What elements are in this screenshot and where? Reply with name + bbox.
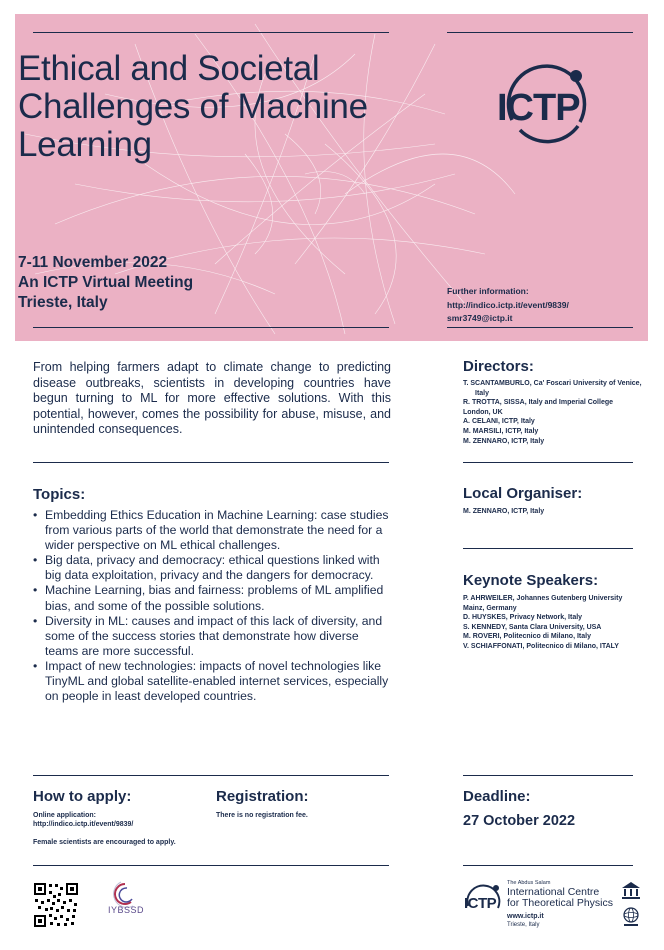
- local-organiser-heading: Local Organiser:: [463, 485, 583, 502]
- section-divider: [463, 775, 633, 776]
- topic-item: • Diversity in ML: causes and impact of this lack of diversity, and some of the success stories that demonstrate how diverse teams are more successful.: [33, 614, 393, 659]
- apply-url[interactable]: http://indico.ictp.it/event/9839/: [33, 821, 134, 828]
- section-divider: [463, 462, 633, 463]
- further-information: [447, 285, 569, 326]
- section-divider: [463, 548, 633, 549]
- list-item: London, UK: [463, 408, 503, 416]
- list-item: D. HUYSKES, Privacy Network, Italy: [463, 614, 583, 622]
- topic-item: • Embedding Ethics Education in Machine Learning: case studies from various parts of the world that demonstrate the need for a wider perspective on ML ethical challenges.: [33, 508, 393, 553]
- local-organiser-list: [463, 507, 544, 517]
- hero-rule: [33, 327, 389, 328]
- iybssd-logo-icon: [105, 878, 155, 930]
- footer-city: Trieste, Italy: [507, 922, 540, 928]
- page-title: Ethical and Societal Challenges of Machine Learning: [18, 49, 368, 164]
- list-item: M. ZENNARO, ICTP, Italy: [463, 508, 545, 515]
- apply-online-label: Online application:: [33, 812, 97, 819]
- further-label: Further information:: [447, 286, 529, 296]
- further-email[interactable]: smr3749@ictp.it: [447, 313, 513, 323]
- footer-website[interactable]: www.ictp.it: [507, 913, 544, 920]
- qr-code-icon[interactable]: [33, 882, 79, 928]
- deadline-heading: Deadline:: [463, 788, 531, 805]
- event-location: Trieste, Italy: [18, 294, 108, 311]
- list-item: Italy: [475, 389, 490, 397]
- topics-list: [33, 508, 393, 704]
- ictp-logo-text: ICTP: [497, 87, 580, 129]
- unesco-logo-icon: [620, 880, 642, 900]
- footer-name-line1: International Centre: [507, 886, 600, 898]
- list-item: T. SCANTAMBURLO, Ca' Foscari University of Venice,: [463, 380, 642, 387]
- footer-centre-name: [507, 887, 613, 909]
- list-item: R. TROTTA, SISSA, Italy and Imperial College: [463, 399, 614, 407]
- list-item: Mainz, Germany: [463, 604, 517, 612]
- topic-item: • Impact of new technologies: impacts of novel technologies like TinyML and global satellite-enabled internet services, especially on people in least developed countries.: [33, 659, 393, 704]
- directors-heading: Directors:: [463, 358, 534, 375]
- registration-text: There is no registration fee.: [216, 812, 308, 819]
- topic-item: • Machine Learning, bias and fairness: problems of ML amplified bias, and some of the possible solutions.: [33, 583, 393, 613]
- section-divider: [33, 775, 389, 776]
- keynote-heading: Keynote Speakers:: [463, 572, 599, 589]
- footer-name-line2: for Theoretical Physics: [507, 897, 614, 909]
- further-url[interactable]: http://indico.ictp.it/event/9839/: [447, 299, 569, 310]
- section-divider: [33, 462, 389, 463]
- list-item: P. AHRWEILER, Johannes Gutenberg University: [463, 595, 623, 602]
- list-item: M. ROVERI, Politecnico di Milano, Italy: [463, 633, 591, 641]
- list-item: S. KENNEDY, Santa Clara University, USA: [463, 623, 602, 631]
- intro-paragraph: From helping farmers adapt to climate change to predicting disease outbreaks, scientists in developing countries have begun turning to ML for more effective solutions. With this potential, however, comes the possibility for abuse, misuse, and unintended consequences.: [33, 360, 391, 437]
- hero-rule: [33, 32, 389, 33]
- hero-rule: [447, 32, 633, 33]
- event-dates: 7-11 November 2022: [18, 254, 168, 271]
- footer-abdus: The Abdus Salam: [507, 880, 551, 886]
- list-item: A. CELANI, ICTP, Italy: [463, 418, 535, 426]
- registration-heading: Registration:: [216, 788, 309, 805]
- topics-heading: Topics:: [33, 486, 86, 503]
- iaea-logo-icon: [620, 905, 642, 927]
- list-item: M. ZENNARO, ICTP, Italy: [463, 437, 545, 445]
- keynote-list: [463, 594, 622, 652]
- how-to-apply-heading: How to apply:: [33, 788, 132, 805]
- list-item: V. SCHIAFFONATI, Politecnico di Milano, ITALY: [463, 642, 619, 650]
- section-divider: [463, 865, 633, 866]
- event-type: An ICTP Virtual Meeting: [18, 274, 194, 291]
- topic-item: • Big data, privacy and democracy: ethical questions linked with big data exploitation, privacy and the dangers for democracy.: [33, 553, 393, 583]
- hero-rule: [447, 327, 633, 328]
- directors-list: [463, 379, 642, 446]
- deadline-date: 27 October 2022: [463, 813, 576, 829]
- section-divider: [33, 865, 389, 866]
- apply-note: Female scientists are encouraged to apply.: [33, 839, 176, 846]
- footer-ictp-text: ICTP: [464, 895, 497, 912]
- iybssd-logo-text: IYBSSD: [108, 905, 145, 915]
- event-info: [18, 253, 193, 313]
- list-item: M. MARSILI, ICTP, Italy: [463, 427, 539, 435]
